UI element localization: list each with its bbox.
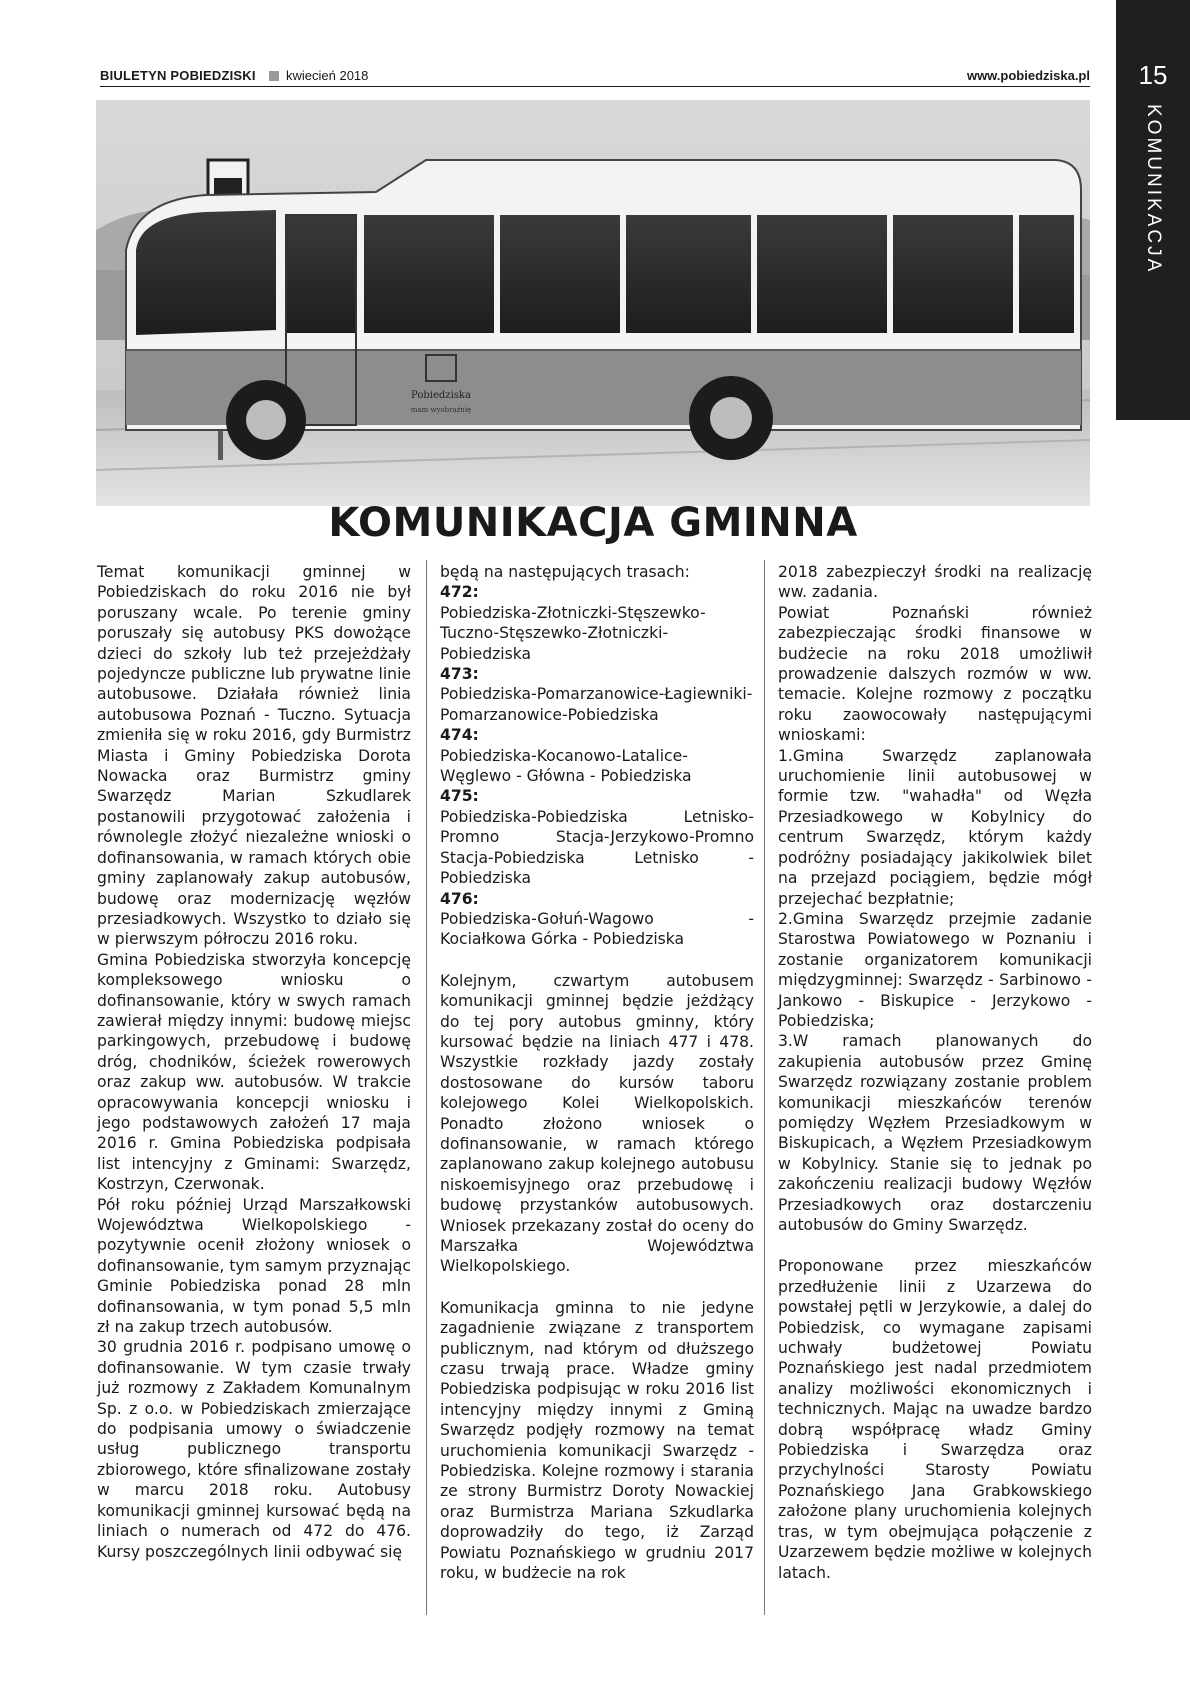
column-divider	[764, 560, 765, 1615]
route-number: 476:	[440, 889, 479, 908]
routes-intro: będą na następujących trasach:	[440, 563, 690, 581]
page-header	[100, 66, 1090, 86]
paragraph: Gmina Pobiedziska stworzyła koncepcję kompleksowego wniosku o dofinansowanie, który w swych ramach zawierał między innymi: budowę miejsc parkingowych, przebudowę i budowę dróg, chodników, ścieżek rowerowych oraz zakup ww. autobusów. W trakcie opracowywania koncepcji wniosku i jego podstawowych założeń 17 maja 2016 r. Gmina Pobiedziska podpisała list intencyjny z Gminami: Swarzędz, Kostrzyn, Czerwonak.	[97, 950, 411, 1194]
website-url[interactable]: www.pobiedziska.pl	[966, 68, 1090, 83]
paragraph: Powiat Poznański również zabezpieczając środki finansowe w budżecie na roku 2018 umożliwił prowadzenie dalszych rozmów w ww. temacie. Kolejne rozmowy z początku roku zaowocowały następującymi wnioskami:	[778, 603, 1092, 745]
bus-photo	[96, 100, 1090, 506]
route-path: Pobiedziska-Pobiedziska Letnisko-Promno Stacja-Jerzykowo-Promno Stacja-Pobiedziska Letnisko - Pobiedziska	[440, 807, 754, 888]
column-divider	[426, 560, 427, 1615]
route-number: 475:	[440, 787, 479, 806]
section-label: KOMUNIKACJA	[1143, 104, 1164, 275]
paragraph: Temat komunikacji gminnej w Pobiedziskach do roku 2016 nie był poruszany wcale. Po terenie gminy poruszały się autobusy PKS dowożące dzieci do szkoły lub też przejeżdżały pojedyncze publiczne lub prywatne linie autobusowe. Działała również linia autobusowa Poznań - Tuczno. Sytuacja zmieniła się w roku 2016, gdy Burmistrz Miasta i Gminy Pobiedziska Dorota Nowacka oraz Burmistrz gminy Swarzędz Marian Szkudlarek postanowili przygotować założenia i równolegle złożyć niezależne wnioski o dofinansowania, w ramach których obie gminy zaplanowały zakup autobusów, budowę oraz modernizację węzłów przesiadkowych. Wszystko to działo się w pierwszym półroczu 2016 roku.	[97, 563, 411, 949]
article-column-2	[440, 562, 754, 1584]
route-path: Pobiedziska-Kocanowo-Latalice-Węglewo - Główna - Pobiedziska	[440, 746, 692, 786]
section-tab	[1116, 0, 1190, 420]
route-path: Pobiedziska-Pomarzanowice-Łagiewniki-Pomarzanowice-Pobiedziska	[440, 685, 753, 724]
route-number: 474:	[440, 726, 479, 745]
paragraph: Kolejnym, czwartym autobusem komunikacji gminnej będzie jeżdżący do tej pory autobus gminny, który kursować będzie na liniach 477 i 478. Wszystkie rozkłady jazdy zostały dostosowane do kursów taboru kolejowego Kolei Wielkopolskich. Ponadto złożono wniosek o dofinansowanie, w ramach którego zaplanowano zakup kolejnego autobusu niskoemisyjnego oraz przebudowę i budowę przystanków autobusowych. Wniosek przekazany został do oceny do Marszałka Województwa Wielkopolskiego.	[440, 971, 754, 1276]
list-item: 2.Gmina Swarzędz przejmie zadanie Starostwa Powiatowego w Poznaniu i zostanie organizatorem komunikacji międzygminnej: Swarzędz - Sarbinowo - Jankowo - Biskupice - Jerzykowo - Pobiedziska;	[778, 909, 1092, 1030]
article-title: KOMUNIKACJA GMINNA	[328, 500, 858, 546]
route-path: Pobiedziska-Złotniczki-Stęszewko-Tuczno-Stęszewko-Złotniczki-Pobiedziska	[440, 603, 706, 663]
paragraph: 2018 zabezpieczył środki na realizację ww. zadania.	[778, 563, 1092, 602]
route-item	[440, 582, 754, 664]
bus-slogan-text: mam wyobraźnię	[410, 406, 472, 414]
route-path: Pobiedziska-Gołuń-Wagowo - Kociałkowa Górka - Pobiedziska	[440, 909, 754, 949]
page-number: 15	[1138, 60, 1168, 90]
paragraph: Proponowane przez mieszkańców przedłużenie linii z Uzarzewa do powstałej pętli w Jerzykowie, a dalej do Pobiedzisk, co wymagane zapisami uchwały budżetowej Powiatu Poznańskiego jest nadal przedmiotem analizy możliwości ekonomicznych i technicznych. Mając na uwadze bardzo dobrą współpracę władz Gminy Pobiedziska i Swarzędza oraz przychylności Starosty Powiatu Poznańskiego Jana Grabkowskiego założone plany uruchomienia kolejnych tras, w tym obejmująca połączenie z Uzarzewem będzie możliwe w kolejnych latach.	[778, 1257, 1092, 1582]
issue-date: kwiecień 2018	[286, 68, 369, 83]
route-item	[440, 725, 754, 786]
paragraph: Pół roku później Urząd Marszałkowski Województwa Wielkopolskiego - pozytywnie ocenił złożony wniosek o dofinansowanie, tym samym przyznając Gminie Pobiedziska ponad 28 mln dofinansowania, w tym ponad 5,5 mln zł na zakup trzech autobusów.	[97, 1195, 411, 1337]
route-item	[440, 664, 754, 725]
header-rule	[100, 86, 1090, 87]
header-separator-square	[269, 71, 279, 81]
route-item	[440, 889, 754, 950]
route-number: 472:	[440, 583, 479, 602]
bus-illustration	[96, 100, 1090, 506]
route-number: 473:	[440, 665, 479, 684]
article-column-3	[778, 562, 1092, 1583]
publication-name: BIULETYN POBIEDZISKI	[100, 68, 256, 83]
article-column-1	[97, 562, 411, 1562]
list-item: 3.W ramach planowanych do zakupienia autobusów przez Gminę Swarzędz rozwiązany zostanie problem komunikacji mieszkańców terenów pomiędzy Węzłem Przesiadkowym w Biskupicach, a Węzłem Przesiadkowym w Kobylnicy. Stanie się to jednak po zakończeniu realizacji budowy Węzłów Przesiadkowych oraz dostarczeniu autobusów do Gminy Swarzędz.	[778, 1032, 1092, 1234]
paragraph: 30 grudnia 2016 r. podpisano umowę o dofinansowanie. W tym czasie trwały już rozmowy z Zakładem Komunalnym Sp. z o.o. w Pobiedziskach zmierzające do podpisania umowy o świadczenie usług publicznego transportu zbiorowego, które sfinalizowane zostały w marcu 2018 roku. Autobusy komunikacji gminnej kursować będą na liniach o numerach od 472 do 476. Kursy poszczególnych linii odbywać się	[97, 1338, 411, 1561]
list-item: 1.Gmina Swarzędz zaplanowała uruchomienie linii autobusowej w formie tzw. "wahadła" od Węzła Przesiadkowego w Kobylnicy do centrum Swarzędz, którym każdy podróżny posiadający jakikolwiek bilet na przejazd pociągiem, będzie mógł przejechać bezpłatnie;	[778, 746, 1092, 908]
route-item	[440, 786, 754, 888]
bus-logo-text: Pobiedziska	[411, 390, 471, 401]
paragraph: Komunikacja gminna to nie jedyne zagadnienie związane z transportem publicznym, nad którym od dłuższego czasu trwają prace. Władze gminy Pobiedziska podpisując w roku 2016 list intencyjny między innymi z Gminą Swarzędz podjęły rozmowy na temat uruchomienia komunikacji Swarzędz - Pobiedziska. Kolejne rozmowy i starania ze strony Burmistrz Doroty Nowackiej oraz Burmistrza Mariana Szkudlarka doprowadziły do tego, iż Zarząd Powiatu Poznańskiego w grudniu 2017 roku, w budżecie na rok	[440, 1298, 754, 1583]
